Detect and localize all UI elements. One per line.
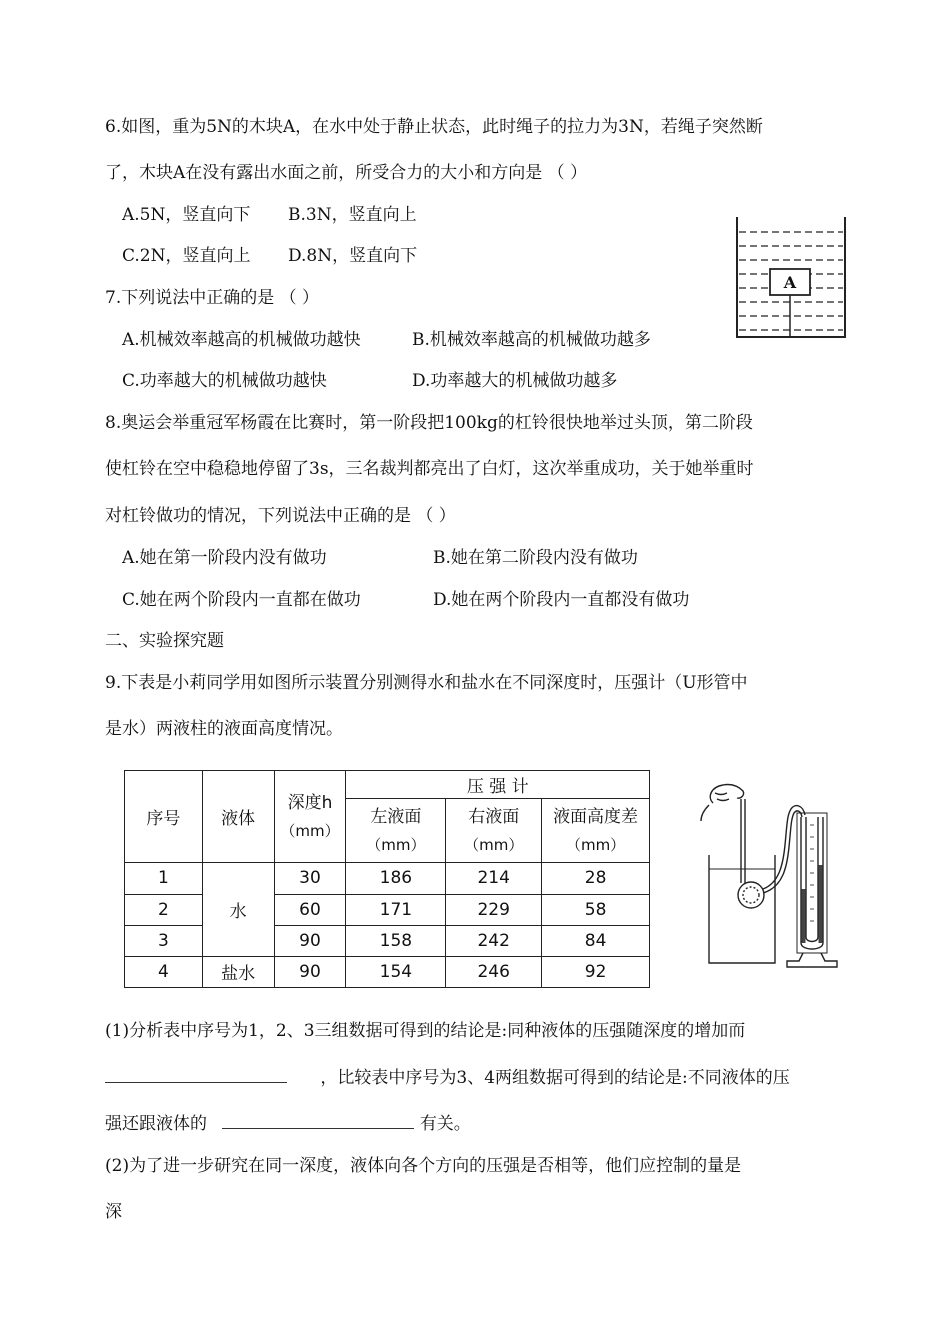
q6-option-c: C.2N，竖直向上 [122, 246, 251, 266]
header-depth-label: 深度h [287, 792, 333, 813]
header-diff-label: 液面高度差 [553, 806, 639, 827]
cell-depth: 90 [274, 925, 346, 956]
cell-depth: 60 [274, 894, 346, 925]
q6-option-d: D.8N，竖直向下 [288, 246, 418, 266]
cell-index: 3 [125, 925, 203, 956]
q8-option-b: B.她在第二阶段内没有做功 [433, 548, 638, 568]
q6-option-a: A.5N，竖直向下 [122, 205, 251, 225]
header-depth-unit: （mm） [280, 821, 340, 840]
header-liquid: 液体 [202, 771, 274, 863]
q6-stem-line1: 6.如图，重为5N的木块A，在水中处于静止状态，此时绳子的拉力为3N，若绳子突然断 [105, 117, 763, 137]
q7-option-d: D.功率越大的机械做功越多 [412, 371, 618, 391]
cell-right: 214 [446, 863, 542, 894]
cell-liquid-water: 水 [202, 863, 274, 956]
pressure-data-table [124, 770, 650, 988]
cell-depth: 90 [274, 956, 346, 987]
q6-option-b: B.3N，竖直向上 [288, 205, 417, 225]
pressure-gauge-figure [695, 765, 840, 975]
cell-diff: 92 [542, 956, 650, 987]
cell-depth: 30 [274, 863, 346, 894]
header-left-level [346, 799, 446, 863]
answer-blank-2[interactable] [222, 1114, 414, 1129]
header-level-diff [542, 799, 650, 863]
cell-left: 154 [346, 956, 446, 987]
header-left-label: 左液面 [370, 806, 422, 827]
cell-diff: 58 [542, 894, 650, 925]
block-in-water-figure [728, 215, 854, 340]
q9-part1-line2: ，比较表中序号为3、4两组数据可得到的结论是:不同液体的压 [320, 1068, 790, 1088]
q7-stem: 7.下列说法中正确的是 （ ） [105, 288, 320, 308]
cell-right: 246 [446, 956, 542, 987]
cell-index: 1 [125, 863, 203, 894]
header-right-label: 右液面 [468, 806, 520, 827]
q7-option-c: C.功率越大的机械做功越快 [122, 371, 327, 391]
table-row [125, 863, 650, 894]
q7-option-a: A.机械效率越高的机械做功越快 [122, 330, 361, 350]
block-a-label: A [783, 273, 797, 292]
header-left-unit: （mm） [366, 835, 426, 854]
q9-part2-line1: (2)为了进一步研究在同一深度，液体向各个方向的压强是否相等，他们应控制的量是 [105, 1156, 742, 1176]
cell-right: 229 [446, 894, 542, 925]
q8-stem-line2: 使杠铃在空中稳稳地停留了3s，三名裁判都亮出了白灯，这次举重成功，关于她举重时 [105, 459, 754, 479]
q8-option-d: D.她在两个阶段内一直都没有做功 [433, 590, 690, 610]
cell-left: 171 [346, 894, 446, 925]
q7-option-b: B.机械效率越高的机械做功越多 [412, 330, 651, 350]
q9-part1-line2-row [105, 1067, 790, 1089]
q8-stem-line1: 8.奥运会举重冠军杨霞在比赛时，第一阶段把100kg的杠铃很快地举过头顶，第二阶段 [105, 413, 753, 433]
cell-diff: 84 [542, 925, 650, 956]
cell-index: 2 [125, 894, 203, 925]
answer-blank-1[interactable] [105, 1068, 287, 1083]
table-row [125, 956, 650, 987]
header-depth [274, 771, 346, 863]
q6-stem-line2: 了，木块A在没有露出水面之前，所受合力的大小和方向是 （ ） [105, 163, 588, 183]
cell-left: 186 [346, 863, 446, 894]
q9-part1-line1: (1)分析表中序号为1，2、3三组数据可得到的结论是:同种液体的压强随深度的增加而 [105, 1021, 746, 1041]
q9-part2-line2: 深 [105, 1202, 122, 1222]
header-index: 序号 [125, 771, 203, 863]
q9-stem-line1: 9.下表是小莉同学用如图所示装置分别测得水和盐水在不同深度时，压强计（U形管中 [105, 673, 748, 693]
q9-part1-line3a: 强还跟液体的 [105, 1114, 207, 1134]
header-diff-unit: （mm） [565, 835, 626, 854]
cell-index: 4 [125, 956, 203, 987]
cell-diff: 28 [542, 863, 650, 894]
cell-right: 242 [446, 925, 542, 956]
q9-stem-line2: 是水）两液柱的液面高度情况。 [105, 719, 343, 739]
cell-left: 158 [346, 925, 446, 956]
header-right-level [446, 799, 542, 863]
cell-liquid: 盐水 [202, 956, 274, 987]
q8-option-c: C.她在两个阶段内一直都在做功 [122, 590, 361, 610]
header-right-unit: （mm） [464, 835, 524, 854]
q8-stem-line3: 对杠铃做功的情况，下列说法中正确的是 （ ） [105, 506, 456, 526]
header-gauge: 压 强 计 [346, 771, 650, 799]
q9-part1-line3-row [105, 1113, 471, 1135]
q9-part1-line3b: 有关。 [419, 1114, 471, 1134]
section-heading: 二、实验探究题 [105, 631, 224, 651]
q8-option-a: A.她在第一阶段内没有做功 [122, 548, 327, 568]
